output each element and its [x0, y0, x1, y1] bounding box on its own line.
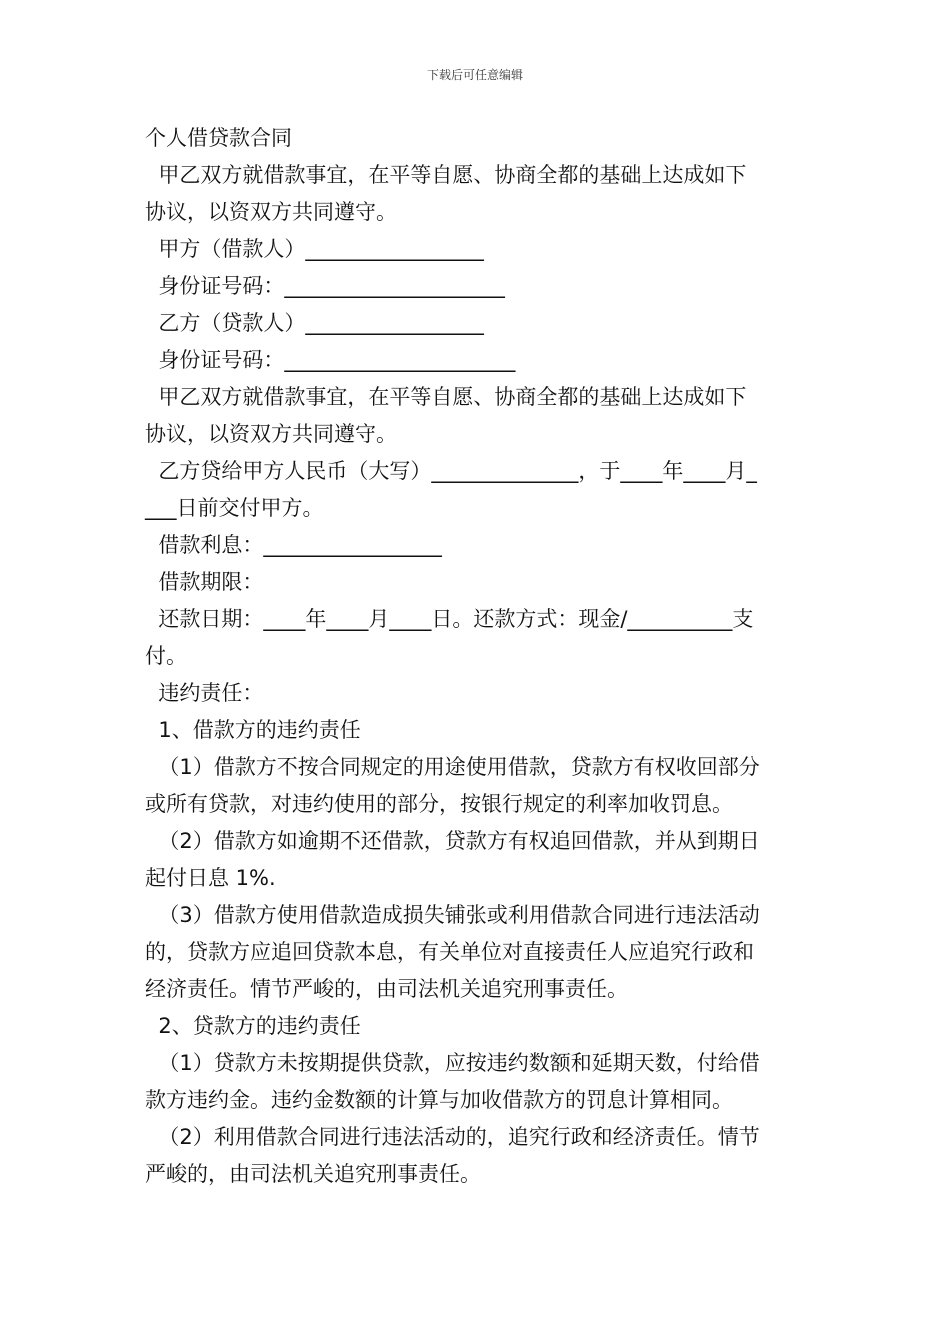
clause-line: 经济责任。情节严峻的，由司法机关追究刑事责任。 [145, 977, 628, 1001]
term-field: 借款期限： [145, 570, 264, 594]
clause-line: 款方违约金。违约金数额的计算与加收借款方的罚息计算相同。 [145, 1088, 733, 1112]
loan-amount-line: ___日前交付甲方。 [145, 496, 324, 520]
section-heading: 1、借款方的违约责任 [145, 718, 361, 742]
clause-line: （1）贷款方未按期提供贷款，应按违约数额和延期天数，付给借 [145, 1051, 760, 1075]
clause-line: 或所有贷款，对违约使用的部分，按银行规定的利率加收罚息。 [145, 792, 733, 816]
section-heading: 2、贷款方的违约责任 [145, 1014, 361, 1038]
loan-amount-line: 乙方贷给甲方人民币（大写）______________，于____年____月_ [145, 459, 757, 483]
clause-line: 的，贷款方应追回贷款本息，有关单位对直接责任人应追究行政和 [145, 940, 754, 964]
section-heading: 违约责任： [145, 681, 264, 705]
party-b-field: 乙方（贷款人）_________________ [145, 311, 484, 335]
party-a-field: 甲方（借款人）_________________ [145, 237, 484, 261]
clause-line: 起付日息 1%. [145, 866, 276, 890]
paragraph-line: 协议，以资双方共同遵守。 [145, 422, 397, 446]
party-b-id-field: 身份证号码：______________________ [145, 348, 516, 372]
clause-line: （2）借款方如逾期不还借款，贷款方有权追回借款，并从到期日 [145, 829, 760, 853]
repayment-line: 付。 [145, 644, 187, 668]
contract-body [145, 120, 810, 1193]
contract-title: 个人借贷款合同 [145, 126, 292, 150]
clause-line: 严峻的，由司法机关追究刑事责任。 [145, 1162, 481, 1186]
paragraph-line: 协议，以资双方共同遵守。 [145, 200, 397, 224]
page-header: 下载后可任意编辑 [426, 68, 523, 82]
clause-line: （1）借款方不按合同规定的用途使用借款，贷款方有权收回部分 [145, 755, 760, 779]
interest-field: 借款利息：_________________ [145, 533, 442, 557]
party-a-id-field: 身份证号码：_____________________ [145, 274, 505, 298]
paragraph-line: 甲乙双方就借款事宜，在平等自愿、协商全都的基础上达成如下 [145, 163, 747, 187]
clause-line: （2）利用借款合同进行违法活动的，追究行政和经济责任。情节 [145, 1125, 760, 1149]
repayment-line: 还款日期：____年____月____日。还款方式：现金/__________支 [145, 607, 754, 631]
paragraph-line: 甲乙双方就借款事宜，在平等自愿、协商全都的基础上达成如下 [145, 385, 747, 409]
clause-line: （3）借款方使用借款造成损失铺张或利用借款合同进行违法活动 [145, 903, 760, 927]
